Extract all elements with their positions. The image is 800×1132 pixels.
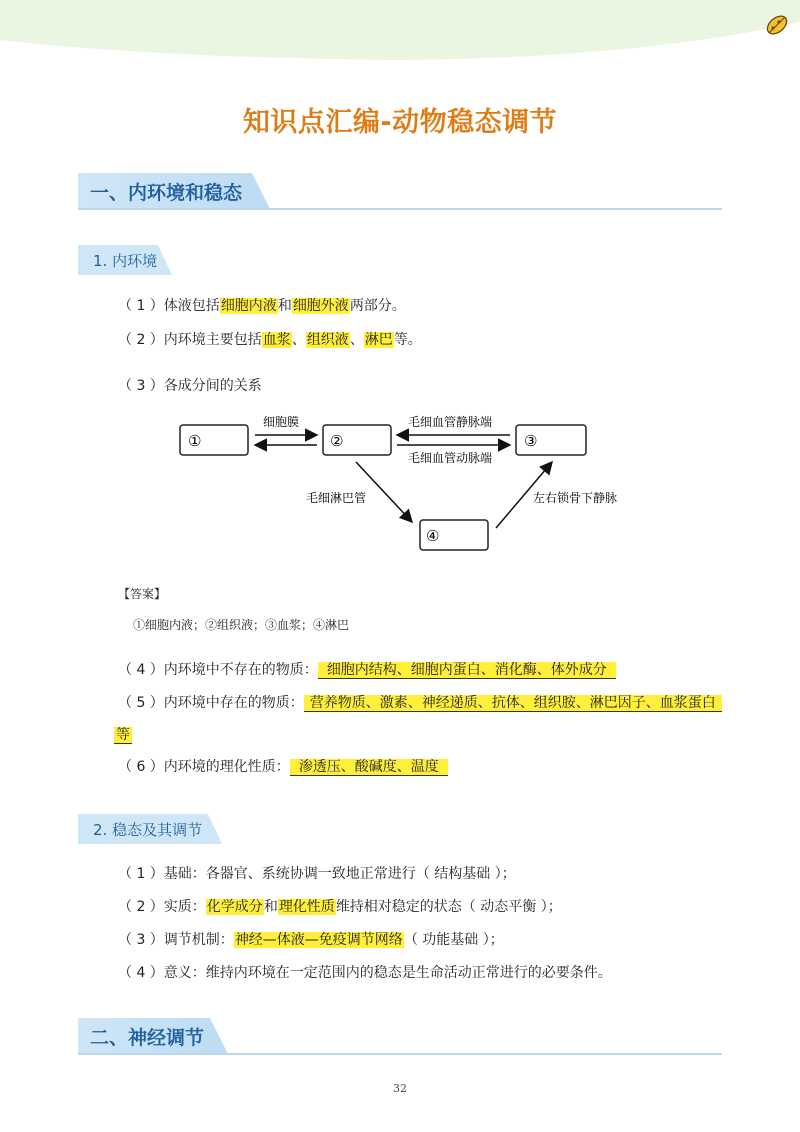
highlight-term: 理化性质 xyxy=(278,899,335,915)
highlight-answer: 营养物质、激素、神经递质、抗体、组织胺、淋巴因子、血浆蛋白 xyxy=(304,695,722,712)
node-4-label: ④ xyxy=(426,527,440,545)
section-divider xyxy=(78,208,722,210)
page-title: 知识点汇编-动物稳态调节 xyxy=(242,107,558,138)
highlight-answer: 等 xyxy=(116,727,130,743)
text-line-mechanism: （ 3 ）调节机制：神经—体液—免疫调节网络（ 功能基础 ）； xyxy=(118,932,504,948)
edge-label-venous: 毛细血管静脉端 xyxy=(408,415,493,429)
highlight-term: 细胞内液 xyxy=(220,298,277,314)
edge-label-arterial: 毛细血管动脉端 xyxy=(408,451,493,465)
highlight-term: 组织液 xyxy=(306,332,349,348)
header-decoration xyxy=(0,0,800,70)
text-line-internal-env: （ 2 ）内环境主要包括血浆、组织液、淋巴等。 xyxy=(118,332,422,348)
edge-label-lymph: 毛细淋巴管 xyxy=(306,491,367,505)
leaf-logo-icon xyxy=(762,10,792,40)
answer-label: 【答案】 xyxy=(118,587,167,601)
text-line-basis: （ 1 ）基础：各器官、系统协调一致地正常进行（ 结构基础 ）； xyxy=(118,866,516,882)
highlight-answer: 渗透压、酸碱度、温度 xyxy=(290,759,448,776)
text-line-not-present: （ 4 ）内环境中不存在的物质： 细胞内结构、细胞内蛋白、消化酶、体外成分 xyxy=(118,660,616,680)
highlight-term: 化学成分 xyxy=(206,899,263,915)
page-number: 32 xyxy=(393,1082,407,1095)
text-line-essence: （ 2 ）实质：化学成分和理化性质维持相对稳定的状态（ 动态平衡 ）； xyxy=(118,899,562,915)
fluid-relationship-diagram xyxy=(170,410,650,560)
highlight-term: 血浆 xyxy=(262,332,291,348)
highlight-term: 细胞外液 xyxy=(292,298,349,314)
highlight-answer: 细胞内结构、细胞内蛋白、消化酶、体外成分 xyxy=(318,662,616,679)
node-2-label: ② xyxy=(330,432,344,450)
text-line-relations: （ 3 ）各成分间的关系 xyxy=(118,378,262,394)
text-line-body-fluid: （ 1 ）体液包括细胞内液和细胞外液两部分。 xyxy=(118,298,406,314)
answer-text: ①细胞内液；②组织液；③血浆；④淋巴 xyxy=(133,618,350,632)
highlight-term: 淋巴 xyxy=(364,332,393,348)
text-line-properties: （ 6 ）内环境的理化性质： 渗透压、酸碱度、温度 xyxy=(118,757,448,777)
edge-label-membrane: 细胞膜 xyxy=(263,415,300,429)
text-line-significance: （ 4 ）意义：维持内环境在一定范围内的稳态是生命活动正常进行的必要条件。 xyxy=(118,965,612,981)
node-3-label: ③ xyxy=(524,432,538,450)
edge-label-subclavian: 左右锁骨下静脉 xyxy=(533,491,618,505)
node-1-label: ① xyxy=(188,432,202,450)
text-line-present-cont xyxy=(114,725,132,745)
highlight-term: 神经—体液—免疫调节网络 xyxy=(234,932,403,948)
section-divider xyxy=(78,1053,722,1055)
text-line-present: （ 5 ）内环境中存在的物质： 营养物质、激素、神经递质、抗体、组织胺、淋巴因子、血浆蛋白 xyxy=(118,693,722,713)
